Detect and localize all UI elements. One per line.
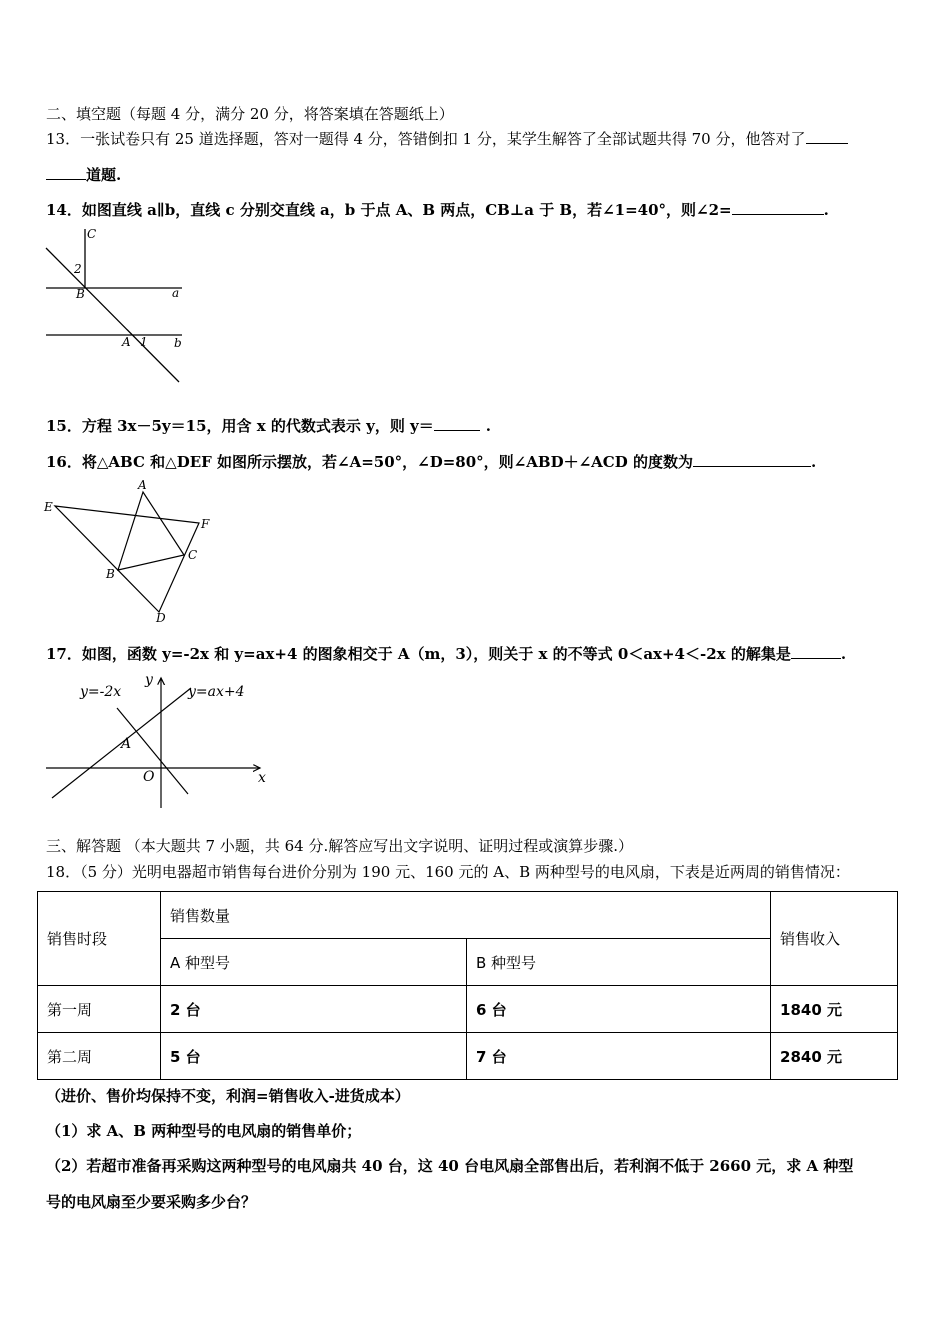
triangle-abc xyxy=(118,492,184,570)
section2-heading: 二、填空题（每题 4 分，满分 20 分，将答案填在答题纸上） xyxy=(46,105,454,123)
q14-text xyxy=(46,200,829,220)
label-d: D xyxy=(156,611,166,625)
q18-text: 18．（5 分）光明电器超市销售每台进价分别为 190 元、160 元的 A、B 两种型号的电风扇，下表是近两周的销售情况： xyxy=(46,863,850,881)
cell-b: 6 台 xyxy=(467,986,771,1033)
q16-figure xyxy=(40,474,220,624)
label-origin: O xyxy=(143,769,155,785)
q18-part2: （2）若超市准备再采购这两种型号的电风扇共 40 台，这 40 台电风扇全部售出后，若利润不低于 2660 元，求 A 种型 xyxy=(46,1157,854,1175)
cell-a: 5 台 xyxy=(161,1033,467,1080)
q14-figure xyxy=(40,225,190,385)
sales-table xyxy=(37,891,898,1080)
q16-end: . xyxy=(810,453,817,471)
q13-continuation xyxy=(46,165,121,185)
q13-tail: 道题. xyxy=(86,166,122,184)
q18-part1: （1）求 A、B 两种型号的电风扇的销售单价； xyxy=(46,1122,362,1140)
label-y-axis: y xyxy=(145,672,153,688)
label-y-ax-plus-4: y=ax+4 xyxy=(188,684,245,700)
label-y-neg2x: y=-2x xyxy=(80,684,122,700)
table-row xyxy=(38,1033,898,1080)
line-c xyxy=(46,248,179,382)
label-a-point: A xyxy=(122,335,131,349)
q13-blank-part2 xyxy=(46,165,86,180)
q16-text xyxy=(46,452,816,472)
label-point-a: A xyxy=(121,736,132,752)
q17-blank xyxy=(791,644,841,659)
section3-heading: 三、解答题 （本大题共 7 小题，共 64 分.解答应写出文字说明、证明过程或演算步骤.） xyxy=(46,837,634,855)
cell-a: 2 台 xyxy=(161,986,467,1033)
q15-end: . xyxy=(485,417,492,435)
label-angle-1: 1 xyxy=(140,335,148,349)
q14-blank xyxy=(732,200,824,215)
q13-stem: 13．一张试卷只有 25 道选择题，答对一题得 4 分，答错倒扣 1 分，某学生解答了全部试题共得 70 分，他答对了 xyxy=(46,130,806,148)
header-income: 销售收入 xyxy=(771,892,898,986)
cell-b: 7 台 xyxy=(467,1033,771,1080)
q13-blank-part1 xyxy=(806,129,848,144)
q17-stem: 17．如图，函数 y=-2x 和 y=ax+4 的图象相交于 A（m，3），则关于 x 的不等式 0＜ax+4＜-2x 的解集是 xyxy=(46,645,791,663)
cell-period: 第二周 xyxy=(38,1033,161,1080)
q18-note: （进价、售价均保持不变，利润=销售收入-进货成本） xyxy=(46,1087,410,1105)
label-f: F xyxy=(201,517,210,531)
q17-end: . xyxy=(840,645,847,663)
q15-blank xyxy=(434,416,480,431)
label-angle-2: 2 xyxy=(74,262,82,276)
table-header-row-2 xyxy=(38,939,898,986)
triangle-def xyxy=(55,506,199,612)
q15-text xyxy=(46,416,491,436)
label-c: C xyxy=(87,227,97,241)
label-line-a: a xyxy=(172,286,180,300)
q15-stem: 15．方程 3x－5y＝15，用含 x 的代数式表示 y，则 y＝ xyxy=(46,417,434,435)
header-model-b: B 种型号 xyxy=(467,939,771,986)
label-b: B xyxy=(106,567,115,581)
q17-figure xyxy=(40,670,280,810)
cell-income: 1840 元 xyxy=(771,986,898,1033)
label-b-point: B xyxy=(76,287,85,301)
q16-blank xyxy=(693,452,811,467)
q18-part2-continuation: 号的电风扇至少要采购多少台？ xyxy=(46,1193,257,1211)
q17-text xyxy=(46,644,846,664)
q14-end: . xyxy=(823,201,829,219)
cell-period: 第一周 xyxy=(38,986,161,1033)
q16-stem: 16．将△ABC 和△DEF 如图所示摆放，若∠A=50°，∠D=80°，则∠ABD＋∠ACD 的度数为 xyxy=(46,453,693,471)
label-e: E xyxy=(44,500,53,514)
header-period: 销售时段 xyxy=(38,892,161,986)
label-c: C xyxy=(188,548,198,562)
label-x-axis: x xyxy=(258,770,266,786)
table-row xyxy=(38,986,898,1033)
header-model-a: A 种型号 xyxy=(161,939,467,986)
header-quantity: 销售数量 xyxy=(161,892,771,939)
label-a: A xyxy=(138,478,147,492)
table-header-row-1 xyxy=(38,892,898,939)
q14-stem: 14．如图直线 a∥b，直线 c 分别交直线 a，b 于点 A、B 两点，CB⊥a 于 B，若∠1=40°，则∠2= xyxy=(46,201,732,219)
q13-text xyxy=(46,129,848,149)
label-line-b: b xyxy=(174,336,182,350)
cell-income: 2840 元 xyxy=(771,1033,898,1080)
